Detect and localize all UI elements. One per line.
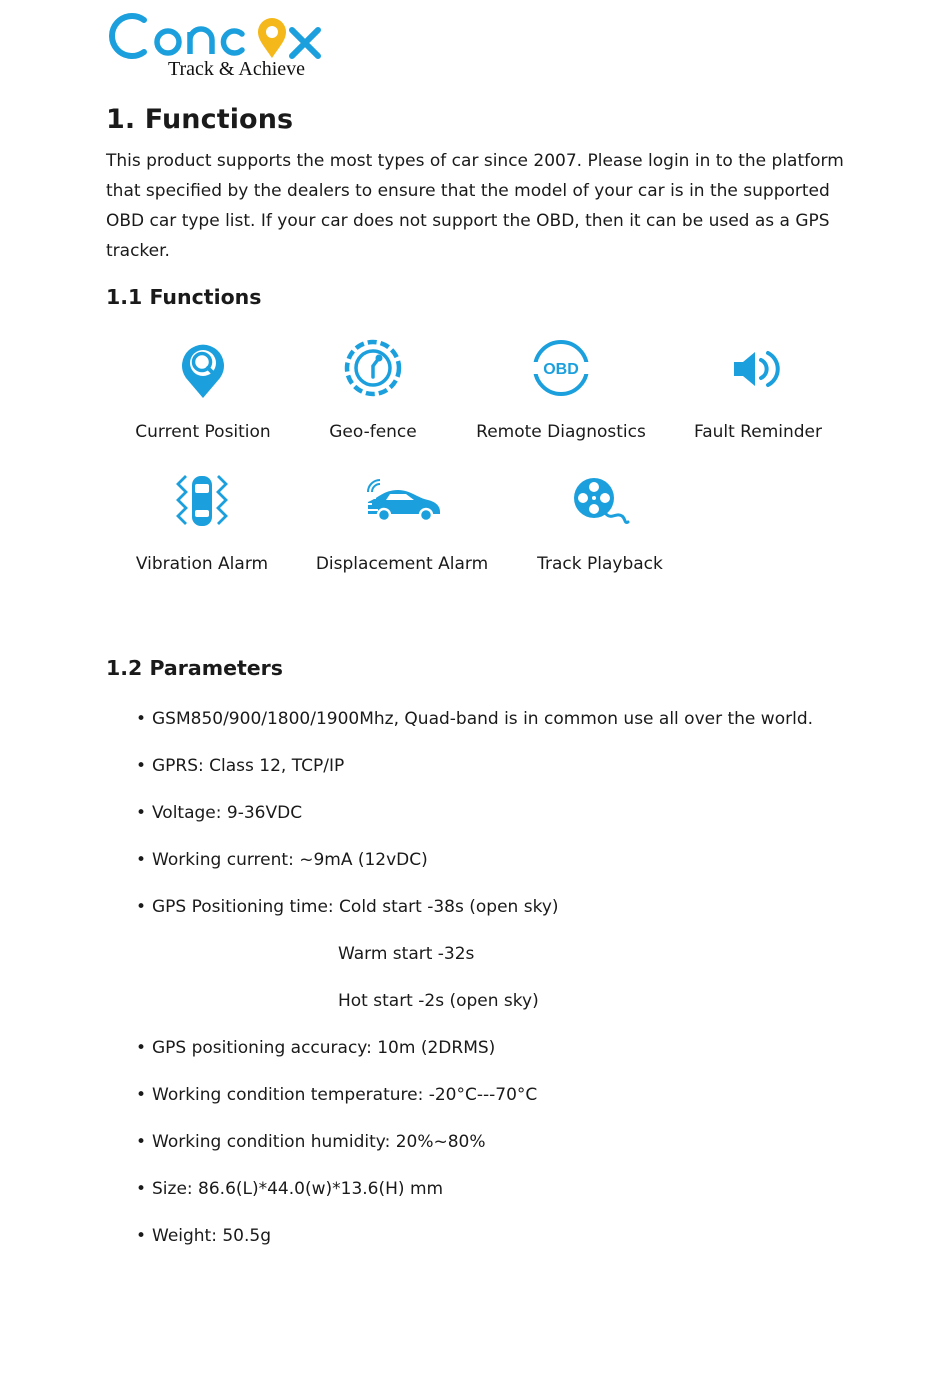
parameter-item: • Size: 86.6(L)*44.0(w)*13.6(H) mm	[136, 1179, 444, 1199]
feature-label: Displacement Alarm	[315, 554, 489, 574]
feature-label: Fault Reminder	[693, 422, 822, 442]
feature-geo-fence	[329, 338, 417, 442]
parameter-item: • GPS Positioning time: Cold start -38s (open sky)	[136, 897, 559, 917]
svg-text:OBD: OBD	[543, 361, 579, 378]
feature-displacement-alarm	[315, 470, 489, 574]
feature-label: Remote Diagnostics	[476, 422, 646, 442]
parameters-heading: 1.2 Parameters	[106, 656, 283, 680]
parameter-item-continuation: Warm start -32s	[338, 944, 475, 964]
parameters-list	[136, 704, 813, 1268]
feature-fault-reminder	[693, 338, 822, 442]
feature-label: Geo-fence	[329, 422, 417, 442]
logo-tagline: Track & Achieve	[168, 58, 306, 80]
feature-label: Current Position	[135, 422, 271, 442]
feature-track-playback	[537, 470, 663, 574]
feature-vibration-alarm	[135, 470, 269, 574]
feature-label: Track Playback	[537, 554, 663, 574]
geo-fence-icon	[343, 338, 403, 400]
obd-icon	[531, 338, 591, 400]
parameter-item: • GPS positioning accuracy: 10m (2DRMS)	[136, 1038, 496, 1058]
location-pin-icon	[173, 338, 233, 400]
parameter-item-continuation: Hot start -2s (open sky)	[338, 991, 539, 1011]
parameter-item: • Working current: ~9mA (12vDC)	[136, 850, 428, 870]
feature-current-position	[135, 338, 271, 442]
intro-paragraph: This product supports the most types of car since 2007. Please login in to the platform that specified by the dealers to ensure that the model of your car is in the supported OBD car type list. If your car does not support the OBD, then it can be used as a GPS tracker.	[106, 151, 844, 261]
film-reel-icon	[568, 470, 632, 532]
parameter-item: • Weight: 50.5g	[136, 1226, 271, 1246]
feature-remote-diagnostics	[476, 338, 646, 442]
parameter-item: • GPRS: Class 12, TCP/IP	[136, 756, 345, 776]
functions-heading: 1.1 Functions	[106, 285, 262, 309]
parameter-item: • Working condition humidity: 20%~80%	[136, 1132, 486, 1152]
section-title: 1. Functions	[106, 104, 294, 135]
parameter-item: • Working condition temperature: -20°C---70°C	[136, 1085, 538, 1105]
moving-car-icon	[362, 470, 442, 532]
vibrating-car-icon	[172, 470, 232, 532]
feature-label: Vibration Alarm	[135, 554, 269, 574]
parameter-item: • Voltage: 9-36VDC	[136, 803, 303, 823]
parameter-item: • GSM850/900/1800/1900Mhz, Quad-band is in common use all over the world.	[136, 709, 814, 729]
speaker-icon	[728, 338, 788, 400]
